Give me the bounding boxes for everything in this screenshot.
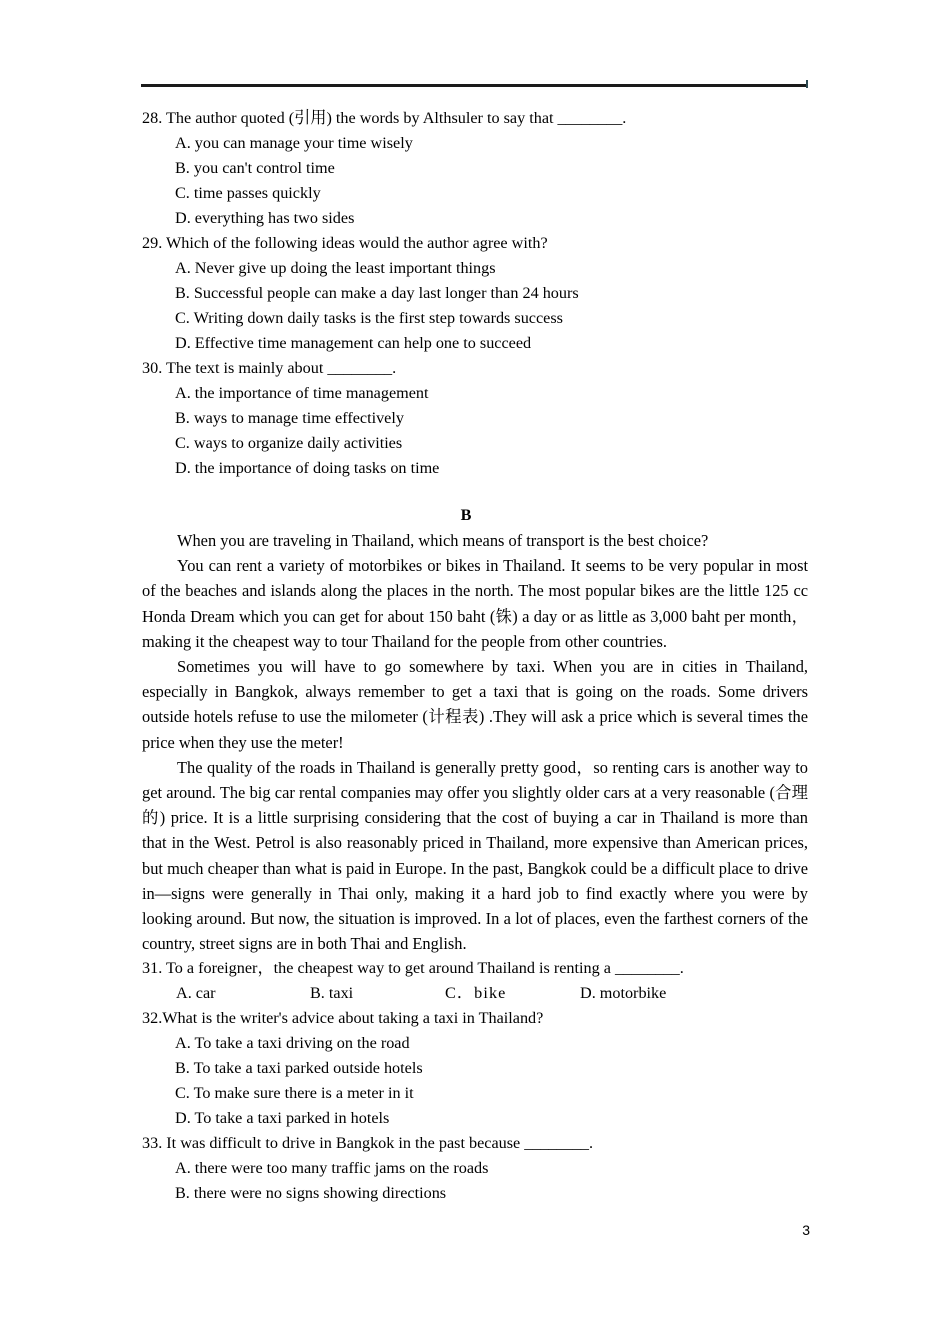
question-32-option-b[interactable]: B. To take a taxi parked outside hotels [175,1059,423,1078]
question-30-option-c[interactable]: C. ways to organize daily activities [175,434,403,452]
question-28-option-d[interactable]: D. everything has two sides [175,209,355,227]
question-block-31 [142,956,808,1006]
header-rule-end-tick [806,80,808,88]
header-divider-rule [141,84,808,87]
page-content [142,106,808,1206]
passage-paragraph-2: You can rent a variety of motorbikes or bikes in Thailand. It seems to be very popular in most of the beaches and islands along the places in the north. The most popular bikes are the little 125 cc Honda Dream which you can get for about 150 baht (铢) a day or as little as 3,000 baht per month，making it the cheapest way to tour Thailand for the people from other countries. [142,556,808,651]
question-32-option-d[interactable]: D. To take a taxi parked in hotels [175,1109,390,1128]
question-stem-31: 31. To a foreigner，the cheapest way to get around Thailand is renting a ________. [142,959,684,978]
question-stem-33: 33. It was difficult to drive in Bangkok in the past because ________. [142,1134,594,1153]
question-31-option-b[interactable]: B. taxi [310,984,354,1003]
question-33-option-a[interactable]: A. there were too many traffic jams on the roads [175,1159,489,1178]
question-31-option-c[interactable]: C．bike [445,984,507,1003]
question-stem-29: 29. Which of the following ideas would the author agree with? [142,234,548,252]
question-30-option-b[interactable]: B. ways to manage time effectively [175,409,404,427]
question-28-option-c[interactable]: C. time passes quickly [175,184,321,202]
passage-paragraph-4: The quality of the roads in Thailand is generally pretty good，so renting cars is another way to get around. The big car rental companies may offer you slightly older cars at a very reasonable (合理的) price. It is a little surprising considering that the cost of buying a car in Thailand is more than that in the West. Petrol is also reasonably priced in Thailand, more expensive than American prices, but much cheaper than what is paid in Europe. In the past, Bangkok could be a difficult place to drive in—signs were generally in Thai only, making it a hard job to find exactly where you were by looking around. But now, the situation is improved. In a lot of places, even the farthest corners of the country, street signs are in both Thai and English. [142,757,808,954]
question-32-option-a[interactable]: A. To take a taxi driving on the road [175,1034,410,1053]
question-28-option-b[interactable]: B. you can't control time [175,159,335,177]
question-30-option-a[interactable]: A. the importance of time management [175,384,429,402]
question-29-option-d[interactable]: D. Effective time management can help one to succeed [175,334,532,352]
question-32-option-c[interactable]: C. To make sure there is a meter in it [175,1084,414,1103]
question-29-option-b[interactable]: B. Successful people can make a day last longer than 24 hours [175,284,579,302]
question-29-option-a[interactable]: A. Never give up doing the least important things [175,259,496,277]
passage-section-heading: B [460,506,472,524]
question-31-option-a[interactable]: A. car [176,984,216,1003]
passage-paragraph-3: Sometimes you will have to go somewhere by taxi. When you are in cities in Thailand, especially in Bangkok, always remember to get a taxi that is going on the roads. Some drivers outside hotels refuse to use the milometer (计程表) .They will ask a price which is several times the price when they use the meter! [142,657,808,752]
question-block-33 [142,1131,808,1206]
question-block-29 [142,231,808,356]
question-block-32 [142,1006,808,1131]
question-33-option-b[interactable]: B. there were no signs showing directions [175,1184,447,1203]
question-stem-30: 30. The text is mainly about ________. [142,359,397,377]
question-29-option-c[interactable]: C. Writing down daily tasks is the first step towards success [175,309,563,327]
question-31-option-d[interactable]: D. motorbike [580,984,667,1003]
question-stem-32: 32.What is the writer's advice about taking a taxi in Thailand? [142,1009,544,1028]
page-number: 3 [802,1222,810,1238]
question-30-option-d[interactable]: D. the importance of doing tasks on time [175,459,440,477]
question-block-28 [142,106,808,231]
question-block-30 [142,356,808,481]
question-28-option-a[interactable]: A. you can manage your time wisely [175,134,413,152]
question-stem-28: 28. The author quoted (引用) the words by Althsuler to say that ________. [142,109,627,127]
question-31-option-row [142,981,808,1006]
passage-paragraph-1: When you are traveling in Thailand, which means of transport is the best choice? [177,531,709,550]
